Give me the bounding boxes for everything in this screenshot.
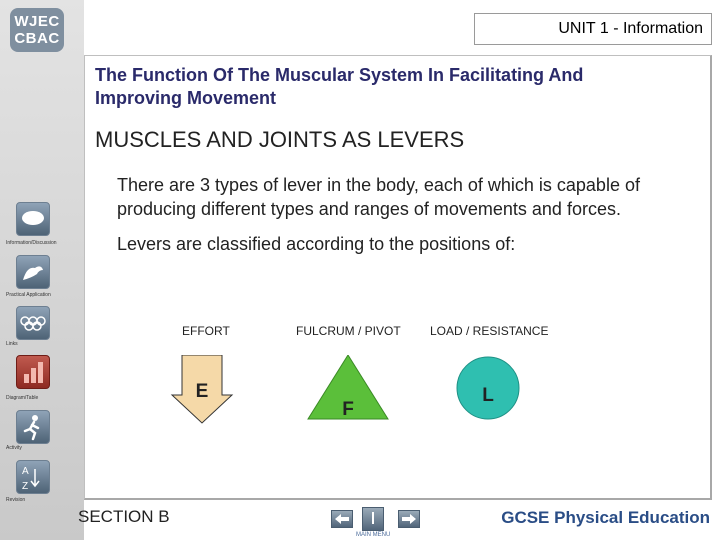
- fulcrum-letter: F: [342, 399, 354, 420]
- olympic-rings-icon: [17, 307, 49, 339]
- sidebar-item-label: Practical Application: [6, 292, 51, 298]
- sidebar-item-practical[interactable]: [16, 255, 50, 289]
- main-menu-label: MAIN MENU: [356, 532, 391, 538]
- wjec-logo: [10, 8, 64, 52]
- sidebar-item-label: Activity: [6, 445, 22, 451]
- arrow-left-icon: [332, 511, 352, 527]
- effort-letter: E: [195, 381, 209, 402]
- logo-line-2: CBAC: [14, 30, 60, 47]
- sidebar-item-activity[interactable]: [16, 410, 50, 444]
- a-to-z-icon: [17, 461, 49, 493]
- sidebar-item-revision[interactable]: [16, 460, 50, 494]
- sidebar-item-label: Links: [6, 341, 18, 347]
- sidebar-item-diagram[interactable]: [16, 355, 50, 389]
- lever-diagram: [170, 355, 550, 425]
- course-title: GCSE Physical Education: [501, 508, 710, 527]
- logo-line-1: WJEC: [14, 13, 60, 30]
- arrow-right-icon: [399, 511, 419, 527]
- muscle-arm-icon: [17, 256, 49, 288]
- section-label: SECTION B: [78, 507, 170, 526]
- main-menu-button[interactable]: [362, 507, 384, 531]
- runner-icon: [17, 411, 49, 443]
- sidebar-item-label: Diagram/Table: [6, 395, 39, 401]
- sidebar-item-links[interactable]: [16, 306, 50, 340]
- bar-chart-icon: [17, 356, 49, 388]
- load-letter: L: [482, 385, 494, 406]
- back-button[interactable]: [331, 510, 353, 528]
- sidebar: [0, 0, 84, 540]
- fulcrum-label: FULCRUM / PIVOT: [296, 324, 401, 338]
- sidebar-item-label: Revision: [6, 497, 26, 503]
- sidebar-item-information[interactable]: [16, 202, 50, 236]
- sidebar-item-label: Information/Discussion: [6, 240, 57, 246]
- speech-bubble-icon: [17, 203, 49, 235]
- content-panel: [84, 55, 712, 500]
- page-title: The Function Of The Muscular System In Facilitating And Improving Movement: [95, 65, 584, 108]
- svg-text:Z: Z: [22, 481, 29, 492]
- section-heading: MUSCLES AND JOINTS AS LEVERS: [95, 127, 465, 152]
- effort-label: EFFORT: [182, 324, 230, 338]
- unit-badge: UNIT 1 - Information: [474, 13, 712, 45]
- menu-icon: [363, 508, 383, 530]
- classification-paragraph: Levers are classified according to the positions of:: [117, 234, 516, 254]
- intro-paragraph: There are 3 types of lever in the body, each of which is capable of producing different types and ranges of movements and forces.: [117, 175, 640, 219]
- next-button[interactable]: [398, 510, 420, 528]
- svg-text:A: A: [22, 466, 29, 477]
- load-label: LOAD / RESISTANCE: [430, 324, 549, 338]
